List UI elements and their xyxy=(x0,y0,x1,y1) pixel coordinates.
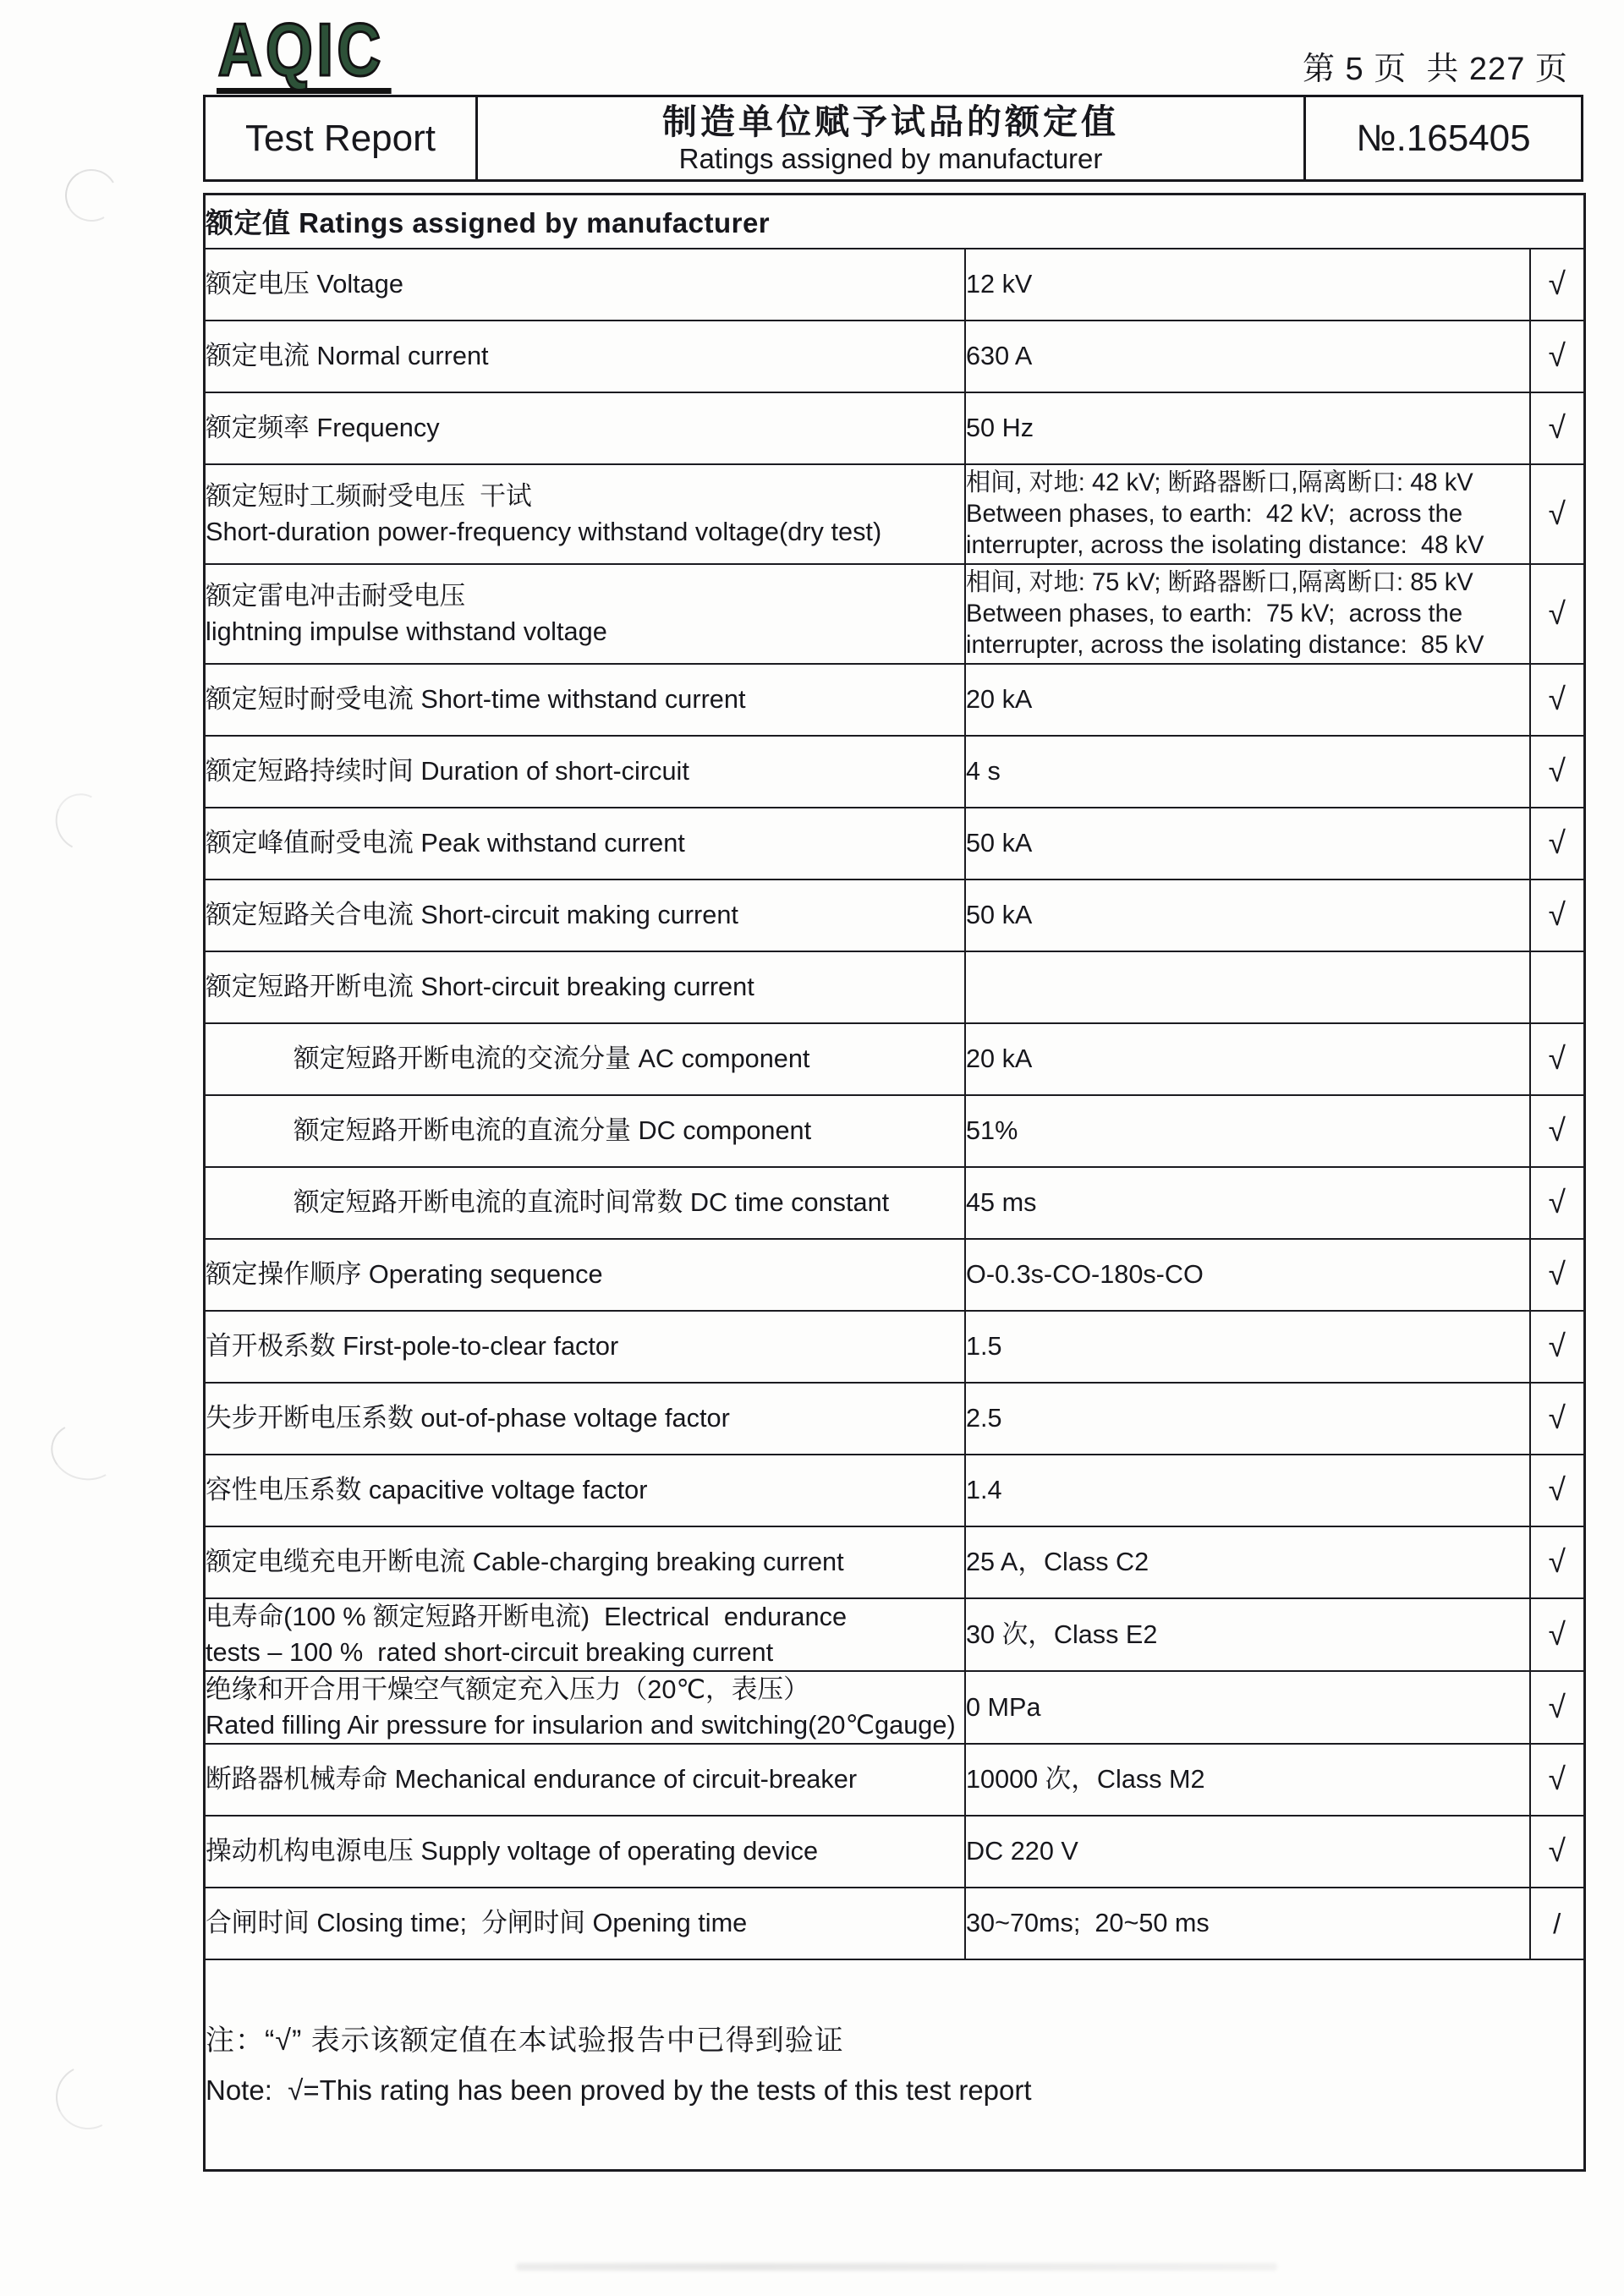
row-label xyxy=(205,1744,965,1816)
row-value-line: 20 kA xyxy=(965,1044,1032,1073)
row-value xyxy=(965,249,1530,321)
table-row xyxy=(205,1383,1585,1455)
row-value-line: 1.4 xyxy=(965,1475,1002,1504)
row-label-line: 额定操作顺序 Operating sequence xyxy=(206,1259,603,1289)
row-value xyxy=(965,1888,1530,1959)
row-label-line: 断路器机械寿命 Mechanical endurance of circuit-breaker xyxy=(206,1764,858,1794)
binder-hole-mark xyxy=(47,786,117,858)
row-label-line: 操动机构电源电压 Supply voltage of operating device xyxy=(206,1836,819,1866)
table-row xyxy=(205,951,1585,1023)
table-row xyxy=(205,736,1585,808)
row-label xyxy=(205,1095,965,1167)
row-value xyxy=(965,464,1530,564)
row-label-line: 额定峰值耐受电流 Peak withstand current xyxy=(206,828,685,858)
row-label-line: 额定短路关合电流 Short-circuit making current xyxy=(206,900,738,929)
row-label xyxy=(205,564,965,664)
row-value-line: 相间, 对地: 42 kV; 断路器断口,隔离断口: 48 kV xyxy=(965,469,1473,496)
row-label xyxy=(205,321,965,392)
ratings-table-body xyxy=(205,195,1585,2171)
row-value xyxy=(965,1167,1530,1239)
check-mark-icon: √ xyxy=(1530,664,1585,736)
row-label-line: 额定短时工频耐受电压 干试 xyxy=(206,480,532,511)
row-value-line: 10000 次，Class M2 xyxy=(965,1764,1205,1794)
report-type-cell xyxy=(206,97,478,179)
row-value xyxy=(965,1816,1530,1888)
note-line-cn: 注：“√” 表示该额定值在本试验报告中已得到验证 xyxy=(206,2025,844,2058)
row-value-line: interrupter, across the isolating distance: 48 kV xyxy=(965,531,1484,559)
row-value xyxy=(965,564,1530,664)
row-label-line: 额定短路开断电流的直流时间常数 DC time constant xyxy=(294,1187,890,1217)
check-mark-icon: √ xyxy=(1530,736,1585,808)
table-row xyxy=(205,1744,1585,1816)
row-value xyxy=(965,1095,1530,1167)
report-number-cell xyxy=(1306,97,1581,179)
row-label xyxy=(205,736,965,808)
row-label xyxy=(205,249,965,321)
row-value-line: Between phases, to earth: 42 kV; across the xyxy=(965,500,1462,528)
check-mark-icon: √ xyxy=(1530,1455,1585,1526)
note-line-en: Note: √=This rating has been proved by the tests of this test report xyxy=(206,2074,1032,2107)
row-value-line: O-0.3s-CO-180s-CO xyxy=(965,1259,1204,1289)
table-row xyxy=(205,1239,1585,1311)
row-label-line: Short-duration power-frequency withstand voltage(dry test) xyxy=(206,516,882,546)
row-label xyxy=(205,808,965,879)
note-row xyxy=(205,1959,1585,2171)
row-label-line: 额定电缆充电开断电流 Cable-charging breaking current xyxy=(206,1547,844,1576)
table-row xyxy=(205,392,1585,464)
row-label-line: 额定短时耐受电流 Short-time withstand current xyxy=(206,684,746,714)
check-mark-icon: √ xyxy=(1530,564,1585,664)
row-value-line: 50 kA xyxy=(965,828,1032,858)
row-value xyxy=(965,1526,1530,1598)
row-label xyxy=(205,1239,965,1311)
row-value-line: 50 Hz xyxy=(965,413,1034,442)
row-label xyxy=(205,1311,965,1383)
row-value xyxy=(965,1455,1530,1526)
report-title-cn: 制造单位赋予试品的额定值 xyxy=(662,101,1119,141)
row-label xyxy=(205,951,965,1023)
row-label xyxy=(205,1816,965,1888)
row-value-line: 25 A，Class C2 xyxy=(965,1547,1149,1576)
row-label-line: lightning impulse withstand voltage xyxy=(206,616,607,646)
row-label-line: Rated filling Air pressure for insularion and switching(20℃gauge) xyxy=(206,1709,956,1740)
row-value-line: 30 次，Class E2 xyxy=(965,1619,1157,1649)
row-value-line: 30~70ms; 20~50 ms xyxy=(965,1908,1210,1937)
empty-check-cell xyxy=(1530,951,1585,1023)
row-label-line: 额定短路开断电流 Short-circuit breaking current xyxy=(206,972,754,1001)
row-label-line: 额定电流 Normal current xyxy=(206,341,489,370)
row-label-line: 容性电压系数 capacitive voltage factor xyxy=(206,1475,648,1504)
report-type-label: Test Report xyxy=(245,117,436,159)
row-label xyxy=(205,1598,965,1671)
row-label xyxy=(205,879,965,951)
table-row xyxy=(205,1816,1585,1888)
row-value xyxy=(965,1383,1530,1455)
check-mark-icon: √ xyxy=(1530,1311,1585,1383)
table-row xyxy=(205,1167,1585,1239)
report-title-cell xyxy=(478,97,1306,179)
row-value xyxy=(965,321,1530,392)
row-label-line: 额定频率 Frequency xyxy=(206,413,440,442)
row-label-line: 额定短路持续时间 Duration of short-circuit xyxy=(206,756,689,786)
report-number: №.165405 xyxy=(1356,117,1531,159)
check-mark-icon: √ xyxy=(1530,1816,1585,1888)
check-mark-icon: √ xyxy=(1530,808,1585,879)
row-value xyxy=(965,664,1530,736)
table-row xyxy=(205,321,1585,392)
row-label xyxy=(205,392,965,464)
row-value-line: 0 MPa xyxy=(965,1691,1041,1722)
check-mark-icon: √ xyxy=(1530,1095,1585,1167)
aqic-logo xyxy=(217,8,392,94)
row-value-line: 1.5 xyxy=(965,1331,1002,1361)
table-row xyxy=(205,664,1585,736)
row-value xyxy=(965,808,1530,879)
table-row xyxy=(205,1598,1585,1671)
ratings-grid xyxy=(203,193,1586,2172)
table-row xyxy=(205,1455,1585,1526)
row-value-line: 51% xyxy=(965,1115,1018,1145)
row-value-line: 4 s xyxy=(965,756,1001,786)
row-value-line: 45 ms xyxy=(965,1187,1036,1217)
table-row xyxy=(205,464,1585,564)
row-value-line: 20 kA xyxy=(965,684,1032,714)
check-mark-icon: √ xyxy=(1530,1744,1585,1816)
slash-mark: / xyxy=(1530,1888,1585,1959)
row-value xyxy=(965,1311,1530,1383)
row-value-line: 630 A xyxy=(965,341,1032,370)
table-row xyxy=(205,879,1585,951)
check-mark-icon: √ xyxy=(1530,392,1585,464)
row-label-line: 额定短路开断电流的直流分量 DC component xyxy=(294,1115,812,1145)
row-label-line: 额定雷电冲击耐受电压 xyxy=(206,580,466,611)
check-mark-icon: √ xyxy=(1530,1167,1585,1239)
row-label xyxy=(205,1455,965,1526)
row-value xyxy=(965,951,1530,1023)
check-mark-icon: √ xyxy=(1530,1383,1585,1455)
row-value-line: 2.5 xyxy=(965,1403,1002,1433)
row-value xyxy=(965,736,1530,808)
check-mark-icon: √ xyxy=(1530,1526,1585,1598)
check-mark-icon: √ xyxy=(1530,464,1585,564)
report-header-table xyxy=(203,95,1583,182)
row-value xyxy=(965,1239,1530,1311)
row-label xyxy=(205,664,965,736)
row-label-line: 失步开断电压系数 out-of-phase voltage factor xyxy=(206,1403,730,1433)
row-value xyxy=(965,1598,1530,1671)
row-label-line: 额定短路开断电流的交流分量 AC component xyxy=(294,1044,810,1073)
check-mark-icon: √ xyxy=(1530,1598,1585,1671)
row-label xyxy=(205,1167,965,1239)
row-value-line: interrupter, across the isolating distance: 85 kV xyxy=(965,631,1484,659)
table-row xyxy=(205,1095,1585,1167)
binder-hole-mark xyxy=(47,2057,129,2138)
row-label-line: 绝缘和开合用干燥空气额定充入压力（20℃，表压） xyxy=(206,1674,809,1704)
scan-smudge-artifact xyxy=(516,2263,1277,2271)
row-label xyxy=(205,1526,965,1598)
row-label xyxy=(205,1888,965,1959)
row-value xyxy=(965,392,1530,464)
row-label-line: 额定电压 Voltage xyxy=(206,269,403,299)
table-row xyxy=(205,1526,1585,1598)
row-value-line: 相间, 对地: 75 kV; 断路器断口,隔离断口: 85 kV xyxy=(965,568,1473,596)
row-value-line: 50 kA xyxy=(965,900,1032,929)
table-row xyxy=(205,1311,1585,1383)
row-label-line: 合闸时间 Closing time; 分闸时间 Opening time xyxy=(206,1908,748,1937)
table-row xyxy=(205,808,1585,879)
table-row xyxy=(205,1023,1585,1095)
check-mark-icon: √ xyxy=(1530,1023,1585,1095)
binder-hole-mark xyxy=(59,163,123,227)
check-mark-icon: √ xyxy=(1530,1671,1585,1744)
row-label-line: tests – 100 % rated short-circuit breaking current xyxy=(206,1636,774,1667)
row-value-line: Between phases, to earth: 75 kV; across the xyxy=(965,600,1462,627)
aqic-logo-text: AQIC xyxy=(217,8,385,91)
row-label xyxy=(205,1383,965,1455)
table-row xyxy=(205,564,1585,664)
check-mark-icon: √ xyxy=(1530,321,1585,392)
table-row xyxy=(205,249,1585,321)
ratings-table xyxy=(203,193,1586,2172)
row-value-line: 12 kV xyxy=(965,269,1032,299)
binder-hole-mark xyxy=(46,1416,125,1487)
check-mark-icon: √ xyxy=(1530,1239,1585,1311)
row-value xyxy=(965,1023,1530,1095)
table-row xyxy=(205,195,1585,249)
row-value-line: DC 220 V xyxy=(965,1836,1078,1866)
section-header: 额定值 Ratings assigned by manufacturer xyxy=(205,195,1585,249)
row-label-line: 电寿命(100 % 额定短路开断电流) Electrical endurance xyxy=(206,1601,848,1631)
row-value xyxy=(965,879,1530,951)
table-row xyxy=(205,1888,1585,1959)
row-label xyxy=(205,1671,965,1744)
note-cell xyxy=(205,1959,1585,2171)
row-label xyxy=(205,464,965,564)
check-mark-icon: √ xyxy=(1530,249,1585,321)
table-row xyxy=(205,1671,1585,1744)
check-mark-icon: √ xyxy=(1530,879,1585,951)
row-value xyxy=(965,1671,1530,1744)
row-label-line: 首开极系数 First-pole-to-clear factor xyxy=(206,1331,619,1361)
row-label xyxy=(205,1023,965,1095)
page-number-label: 第 5 页 共 227 页 xyxy=(1303,52,1568,87)
row-value xyxy=(965,1744,1530,1816)
report-title-en: Ratings assigned by manufacturer xyxy=(678,142,1103,174)
